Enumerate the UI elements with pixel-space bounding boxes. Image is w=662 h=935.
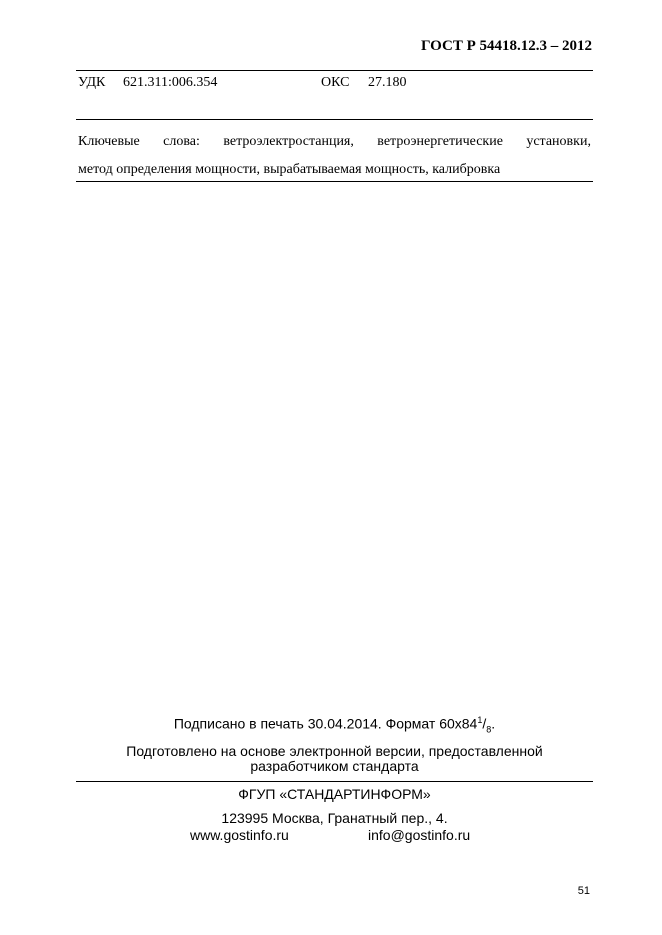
signed-for-print: Подписано в печать 30.04.2014. Формат $60x84^1/_8$. (173, 715, 496, 735)
keywords-block (78, 128, 591, 184)
keywords-divider (76, 181, 593, 182)
keyword-word: ветроэнергетические (377, 134, 503, 149)
format-end: . (491, 715, 496, 732)
udk-value: 621.311:006.354 (123, 75, 218, 90)
page-number: 51 (577, 885, 590, 897)
email-link[interactable]: info@gostinfo.ru (368, 827, 471, 843)
keywords-line-1 (78, 128, 591, 156)
signed-text: Подписано в печать 30.04.2014. Формат 60x84 (173, 715, 478, 732)
keyword-word: слова: (163, 134, 200, 149)
keyword-word: ветроэлектростанция, (223, 134, 354, 149)
prepared-line-2: разработчиком стандарта (250, 758, 419, 774)
udk-label: УДК (78, 75, 106, 90)
keyword-word: Ключевые (78, 134, 140, 149)
contacts-row (190, 827, 471, 843)
format-denominator: 8 (486, 724, 492, 735)
classification-divider (76, 119, 593, 120)
header-divider (76, 70, 593, 71)
keyword-word: установки, (526, 134, 591, 149)
format-numerator: 1 (477, 715, 483, 725)
prepared-line-1: Подготовлено на основе электронной версии, предоставленной (126, 743, 543, 759)
oks-value: 27.180 (368, 75, 407, 90)
prepared-note (76, 744, 593, 774)
standard-title: ГОСТ Р 54418.12.3 – 2012 (420, 38, 592, 54)
keywords-line-2: метод определения мощности, вырабатываемая мощность, калибровка (78, 162, 501, 177)
publisher-name: ФГУП «СТАНДАРТИНФОРМ» (238, 786, 431, 802)
publisher-address: 123995 Москва, Гранатный пер., 4. (221, 810, 448, 826)
imprint-divider (76, 781, 593, 782)
website-link[interactable]: www.gostinfo.ru (190, 827, 289, 843)
oks-label: ОКС (321, 75, 350, 90)
